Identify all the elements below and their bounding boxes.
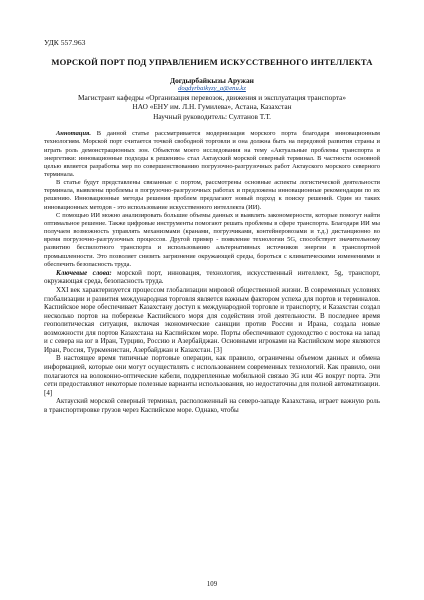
abstract-paragraph-1 (44, 130, 380, 179)
udk-code: УДК 557.963 (44, 38, 86, 47)
page-number: 109 (206, 581, 218, 588)
author-name: Догдырбайкызы Аружан (170, 76, 254, 85)
abstract (44, 130, 380, 269)
abstract-text-1: В данной статье рассматривается модернизация морского порта благодаря инновационным технологиям. Морской порт считается точкой свободной торговли и она должна быть на передовой развития страны и играть роль демонстрационных зон. Объектом моего исследования на тему «Актуальные проблемы транспорта и энергетики: инновационные подходы к решению» стал Актауский морской северный терминал. В частности основной целью является разработка мер по совершенствованию погрузочно-разгрузочных работ Актауского морского северного терминала. (44, 130, 381, 178)
keywords-text: морской порт, инновация, технология, искусственный интеллект, 5g, транспорт, окружающая среда, безопасность труда. (44, 268, 381, 286)
paper-title: МОРСКОЙ ПОРТ ПОД УПРАВЛЕНИЕМ ИСКУССТВЕННОГО ИНТЕЛЛЕКТА (51, 57, 373, 67)
abstract-label: Аннотация. (56, 130, 91, 138)
author-email[interactable]: dogdyrbaikyzy_a@enu.kz (178, 85, 246, 92)
body-paragraph-2: В настоящее время типичные портовые операции, как правило, ограничены объемом данных и обмена информацией, которые они могут осуществлять с использованием современных технологий. Как правило, они полагаются на волоконно-оптические кабели, подкрепленные мобильной связью 3G или 4G вокруг порта. Эти сети предоставляют некоторые полезные варианты использования, но недостаточны для полной автоматизации. [4] (44, 354, 380, 397)
body-text (44, 286, 380, 414)
author-affiliation-1: Магистрант кафедры «Организация перевозок, движения и эксплуатация транспорта» (78, 93, 346, 102)
supervisor: Научный руководитель: Султанов Т.Т. (153, 111, 271, 121)
abstract-paragraph-3: С помощью ИИ можно анализировать большие объемы данных и выявлять закономерности, которые помогут найти оптимальное решение. Также цифровые инструменты помогают решать проблемы в сфере транспорта. Благодаря ИИ мы получаем возможность управлять механизмами (кранами, погрузчиками, контейнеровозами и т.д.) дистанционно во время погрузочно-разгрузочных процессов. Другой пример - появление технологии 5G, способствует значительному развитию беспилотного транспорта и использованию альтернативных источников энергии в транспортной промышленности. Это позволяет снизить загрязнение окружающей среды, бороться с климатическими изменениями и обеспечить безопасность труда. (44, 211, 380, 268)
body-paragraph-1: XXI век характеризуется процессом глобализации мировой общественной жизни. В современных условиях глобализации и развития международная торговля является важным фактором успеха для портов и терминалов. Каспийское море обеспечивает Казахстану доступ к международной торговле и транспорту, и Казахстан создал несколько портов на побережье Каспийского моря для содействия этой деятельности. В последнее время геополитическая ситуация, включая экономические санкции против России и Ирана, создала новые возможности для портов Казахстана на Каспийском море. Порты обеспечивают судоходство с востока на запад и с севера на юг в Иран, Турцию, Россию и Азербайджан. Основными игроками на Каспийском море являются Иран, Россия, Туркменистан, Азербайджан и Казахстан. [3] (44, 286, 380, 354)
abstract-paragraph-2: В статье будут представлены связанные с портом, рассмотрены основные аспекты логистической деятельности терминала, выявлены проблемы в погрузочно-разгрузочных работах и предложены инновационные рекомендации по их решению. Инновационные методы решения проблем предлагают новый подход к поиску решений. Один из таких инновационных методов - это использование искусственного интеллекта (ИИ). (44, 179, 380, 211)
keywords-label: Ключевые слова: (56, 268, 112, 277)
body-paragraph-3: Актауский морской северный терминал, расположенный на северо-западе Казахстана, играет важную роль в транспортировке грузов через Каспийское море. Однако, чтобы (44, 397, 380, 414)
keywords (44, 269, 380, 286)
author-affiliation-2: НАО «ЕНУ им. Л.Н. Гумилева», Астана, Казахстан (132, 102, 292, 112)
